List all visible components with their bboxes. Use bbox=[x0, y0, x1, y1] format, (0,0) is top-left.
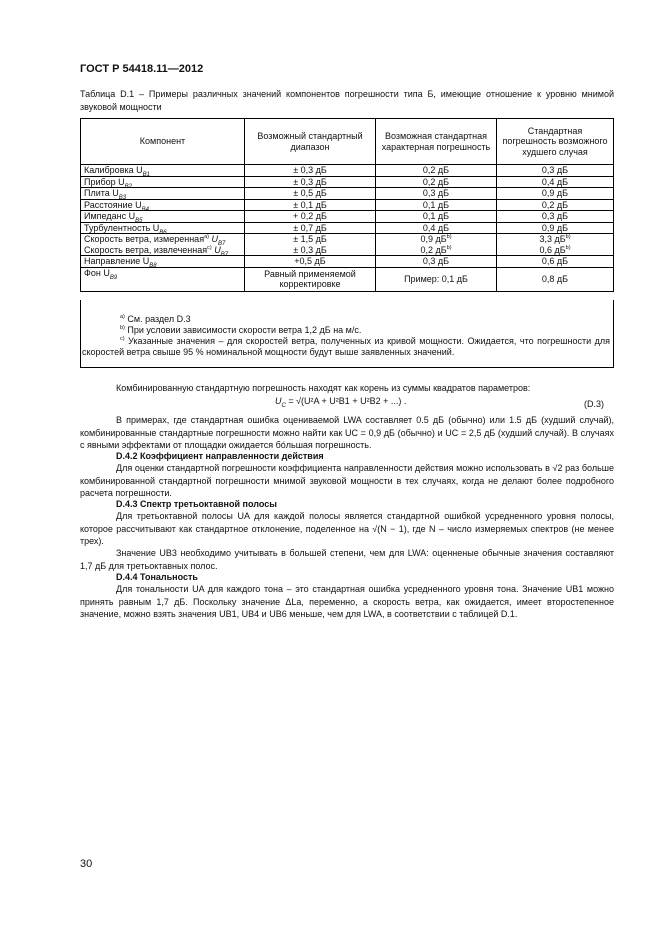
document-header: ГОСТ Р 54418.11—2012 bbox=[80, 63, 204, 75]
row-label: Турбулентность $U_{B6}$ bbox=[81, 222, 245, 234]
footnote-a: $^{a)}$ См. раздел D.3 bbox=[120, 314, 191, 324]
table-row bbox=[81, 222, 614, 234]
cell-worst: 3,3 $дБ^{b)}$ 0,6 $дБ^{b)}$ bbox=[497, 234, 614, 256]
cell-typical: 0,9 $дБ^{b)}$ 0,2 $дБ^{b)}$ bbox=[376, 234, 497, 256]
page-number: 30 bbox=[80, 858, 93, 870]
table-row bbox=[81, 211, 614, 223]
cell-range: + 0,2 дБ bbox=[245, 211, 376, 223]
cell-worst: 0,4 дБ bbox=[497, 176, 614, 188]
paragraph-examples: В примерах, где стандартная ошибка оцениваемой LWA составляет 0.5 дБ (обычно) или 1.5 дБ (худший случай), комбинированные стандартные погрешности можно найти как UC = 0,9 дБ (обычно) и UC = 2,5 дБ (худший случай). В случаях с явными эффектами от площадки ожидается бóльшая погрешность. bbox=[80, 415, 614, 450]
table-caption: Таблица D.1 – Примеры различных значений компонентов погрешности типа Б, имеющие отношение к уровню мнимой звуковой мощности bbox=[80, 89, 614, 112]
cell-range: ± 0,3 дБ bbox=[245, 176, 376, 188]
table-row-wind bbox=[81, 234, 614, 256]
cell-range: ± 1,5 дБ ± 0,3 дБ bbox=[245, 234, 376, 256]
heading-d42: D.4.2 Коэффициент направленности действия bbox=[116, 451, 324, 461]
equation-number: (D.3) bbox=[584, 399, 604, 409]
heading-d44: D.4.4 Тональность bbox=[116, 572, 198, 582]
row-label: Расстояние $U_{B4}$ bbox=[81, 199, 245, 211]
formula-d3: $U_C = √(U^2A + U^2B1 + U^2B2$ + ...) . bbox=[275, 396, 407, 409]
cell-typical: 0,1 дБ bbox=[376, 211, 497, 223]
cell-typical: 0,3 дБ bbox=[376, 188, 497, 200]
cell-range: ± 0,3 дБ bbox=[245, 165, 376, 177]
cell-range: ± 0,1 дБ bbox=[245, 199, 376, 211]
paragraph-ub3: Значение UB3 необходимо учитывать в большей степени, чем для LWA: оценненые обычные значения составляют 1,7 дБ для третьоктавных полос. bbox=[80, 548, 614, 571]
heading-d43: D.4.3 Спектр третьоктавной полосы bbox=[116, 499, 277, 509]
cell-range: +0,5 дБ bbox=[245, 256, 376, 268]
cell-worst: 0,8 дБ bbox=[497, 267, 614, 291]
cell-worst: 0,3 дБ bbox=[497, 165, 614, 177]
table-row bbox=[81, 188, 614, 200]
table-row bbox=[81, 199, 614, 211]
row-label: Калибровка $U_{B1}$ bbox=[81, 165, 245, 177]
cell-worst: 0,2 дБ bbox=[497, 199, 614, 211]
cell-worst: 0,9 дБ bbox=[497, 188, 614, 200]
cell-worst: 0,3 дБ bbox=[497, 211, 614, 223]
cell-typical: 0,1 дБ bbox=[376, 199, 497, 211]
col-header-range: Возможный стандартный диапазон bbox=[245, 119, 376, 165]
paragraph-spectrum: Для третьоктавной полосы UA для каждой полосы является стандартной ошибкой усредненного уровня полосы, которое рассчитывают как стандартное отклонение, поделенное на √(N − 1), где N – число измеряемых спектров (не менее трех). bbox=[80, 511, 614, 546]
footnote-b: $^{b)}$ При условии зависимости скорости ветра 1,2 дБ на м/с. bbox=[120, 325, 362, 335]
cell-range: ± 0,7 дБ bbox=[245, 222, 376, 234]
cell-typical: 0,2 дБ bbox=[376, 165, 497, 177]
paragraph-directivity: Для оценки стандартной погрешности коэффициента направленности действия можно использовать в √2 раз больше комбинированной стандартной погрешности мнимой звуковой мощности в тех случаях, когда не делают более подробного расчета погрешности. bbox=[80, 463, 614, 498]
row-label: Плита $U_{B3}$ bbox=[81, 188, 245, 200]
row-label: Направление $U_{B8}$ bbox=[81, 256, 245, 268]
footnote-c: $^{c)}$ Указанные значения – для скоростей ветра, полученных из кривой мощности. Ожидается, что погрешности для скоростей ветра свыше 95 % номинальной мощности будут выше заявленных значений. bbox=[82, 336, 610, 357]
cell-worst: 0,9 дБ bbox=[497, 222, 614, 234]
table-row bbox=[81, 267, 614, 291]
row-label: Фон $U_{B9}$ bbox=[81, 267, 245, 291]
cell-typical: Пример: 0,1 дБ bbox=[376, 267, 497, 291]
table-row bbox=[81, 256, 614, 268]
cell-typical: 0,3 дБ bbox=[376, 256, 497, 268]
table-row bbox=[81, 165, 614, 177]
cell-range: Равный применяемой корректировке bbox=[245, 267, 376, 291]
table-row bbox=[81, 176, 614, 188]
paragraph-tonality: Для тональности UA для каждого тона – это стандартная ошибка усредненного уровня тона. Значение UB1 можно принять равным 1,7 дБ. Поскольку значение ΔLa, переменно, а скорость ветра, как ожидается, имеет второстепенное значение, можно взять значения UB1, UB4 и UB6 меньше, чем для LWA, в соответствии с таблицей D.1. bbox=[80, 584, 614, 619]
col-header-component: Компонент bbox=[81, 119, 245, 165]
col-header-typical: Возможная стандартная характерная погрешность bbox=[376, 119, 497, 165]
cell-typical: 0,4 дБ bbox=[376, 222, 497, 234]
cell-typical: 0,2 дБ bbox=[376, 176, 497, 188]
paragraph-combined: Комбинированную стандартную погрешность находят как корень из суммы квадратов параметров: bbox=[116, 383, 531, 393]
row-label: Прибор $U_{B2}$ bbox=[81, 176, 245, 188]
uncertainty-table bbox=[80, 118, 614, 292]
row-label-wind: Скорость ветра, измеренная$^{a)}$ $U_{B7}$ Скорость ветра, извлеченная$^{c)}$ $U_{B7}$ bbox=[81, 234, 245, 256]
cell-range: ± 0,5 дБ bbox=[245, 188, 376, 200]
col-header-worst: Стандартная погрешность возможного худшего случая bbox=[497, 119, 614, 165]
row-label: Импеданс $U_{B5}$ bbox=[81, 211, 245, 223]
cell-worst: 0,6 дБ bbox=[497, 256, 614, 268]
